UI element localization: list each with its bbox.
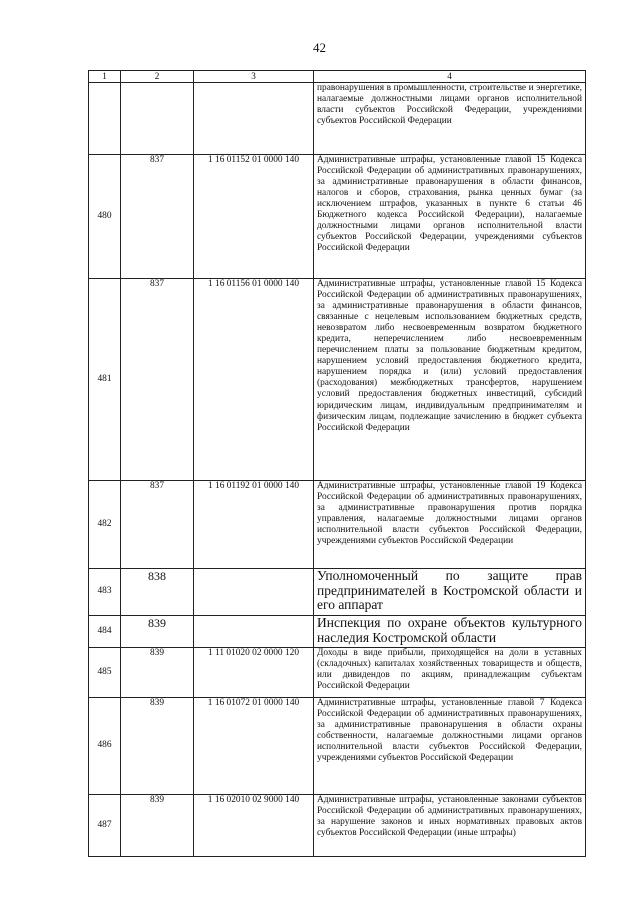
revenue-description: Уполномоченный по защите прав предпринимателей в Костромской области и его аппарат	[314, 569, 586, 616]
revenue-description: Административные штрафы, установленные главой 7 Кодекса Российской Федерации об административных правонарушениях, за административные правонарушения в области охраны собственности, налагаемые должностными лицами органов исполнительной власти субъектов Российской Федерации, учреждениями субъектов Российской Федерации	[314, 698, 586, 795]
table-row	[89, 648, 586, 698]
table-row	[89, 616, 586, 648]
admin-code: 837	[121, 155, 194, 279]
row-number: 481	[89, 279, 121, 481]
table-row	[89, 795, 586, 857]
revenue-code	[194, 616, 314, 648]
revenue-code	[194, 83, 314, 155]
admin-code: 837	[121, 481, 194, 569]
page-number: 42	[313, 40, 326, 55]
revenue-description: Административные штрафы, установленные законами субъектов Российской Федерации об административных правонарушениях, за нарушение законов и иных нормативных правовых актов субъектов Российской Федерации (иные штрафы)	[314, 795, 586, 857]
admin-code: 839	[121, 698, 194, 795]
revenue-description: Административные штрафы, установленные главой 15 Кодекса Российской Федерации об административных правонарушениях, за административные правонарушения в области финансов, налогов и сборов, страхования, рынка ценных бумаг (за исключением штрафов, указанных в пункте 6 статьи 46 Бюджетного кодекса Российской Федерации), налагаемые должностными лицами органов исполнительной власти субъектов Российской Федерации, учреждениями субъектов Российской Федерации	[314, 155, 586, 279]
table-header-row	[89, 71, 586, 83]
admin-code: 839	[121, 616, 194, 648]
admin-code: 839	[121, 795, 194, 857]
revenue-code: 1 11 01020 02 0000 120	[194, 648, 314, 698]
revenue-code	[194, 569, 314, 616]
table-row	[89, 481, 586, 569]
revenue-code: 1 16 02010 02 9000 140	[194, 795, 314, 857]
row-number	[89, 83, 121, 155]
admin-code: 838	[121, 569, 194, 616]
revenue-code: 1 16 01156 01 0000 140	[194, 279, 314, 481]
table-row	[89, 569, 586, 616]
revenue-code: 1 16 01192 01 0000 140	[194, 481, 314, 569]
row-number: 483	[89, 569, 121, 616]
table-row	[89, 279, 586, 481]
header-cell: 2	[121, 71, 194, 83]
row-number: 486	[89, 698, 121, 795]
revenue-description: Административные штрафы, установленные главой 15 Кодекса Российской Федерации об административных правонарушениях, за административные правонарушения в области финансов, связанные с нецелевым использованием бюджетных средств, невозвратом либо несвоевременным возвратом бюджетного кредита, неперечислением либо несвоевременным перечислением платы за пользование бюджетным кредитом, нарушением условий предоставления бюджетного кредита, нарушением порядка и (или) условий предоставления (расходования) межбюджетных трансфертов, нарушением условий предоставления бюджетных инвестиций, субсидий юридическим лицам, индивидуальным предпринимателям и физическим лицам, подлежащие зачислению в бюджет субъекта Российской Федерации	[314, 279, 586, 481]
header-cell: 4	[314, 71, 586, 83]
table-row	[89, 155, 586, 279]
revenue-description: правонарушения в промышленности, строительстве и энергетике, налагаемые должностными лицами органов исполнительной власти субъектов Российской Федерации, учреждениями субъектов Российской Федерации	[314, 83, 586, 155]
budget-revenue-table	[88, 70, 586, 857]
row-number: 484	[89, 616, 121, 648]
header-cell: 3	[194, 71, 314, 83]
revenue-description: Административные штрафы, установленные главой 19 Кодекса Российской Федерации об административных правонарушениях, за административные правонарушения против порядка управления, налагаемые должностными лицами органов исполнительной власти субъектов Российской Федерации, учреждениями субъектов Российской Федерации	[314, 481, 586, 569]
table-row	[89, 83, 586, 155]
header-cell: 1	[89, 71, 121, 83]
row-number: 487	[89, 795, 121, 857]
admin-code: 839	[121, 648, 194, 698]
admin-code	[121, 83, 194, 155]
row-number: 482	[89, 481, 121, 569]
admin-code: 837	[121, 279, 194, 481]
revenue-description: Доходы в виде прибыли, приходящейся на доли в уставных (складочных) капиталах хозяйственных товариществ и обществ, или дивидендов по акциям, принадлежащим субъектам Российской Федерации	[314, 648, 586, 698]
revenue-code: 1 16 01072 01 0000 140	[194, 698, 314, 795]
table-row	[89, 698, 586, 795]
revenue-description: Инспекция по охране объектов культурного наследия Костромской области	[314, 616, 586, 648]
revenue-code: 1 16 01152 01 0000 140	[194, 155, 314, 279]
row-number: 485	[89, 648, 121, 698]
row-number: 480	[89, 155, 121, 279]
